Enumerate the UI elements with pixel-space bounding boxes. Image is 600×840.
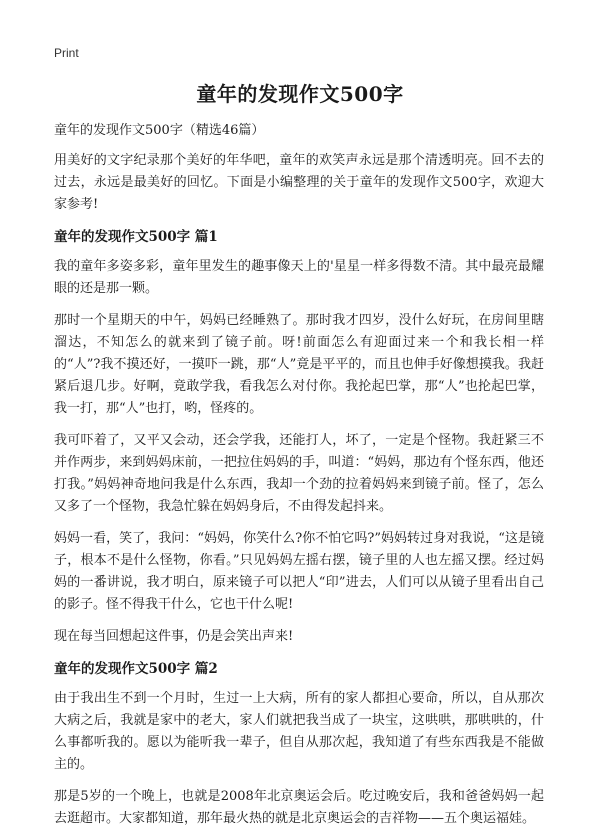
- section2-paragraph: 由于我出生不到一个月时，生过一上大病，所有的家人都担心要命，所以，自从那次大病之后，我就是家中的老大，家人们就把我当成了一块宝，这哄哄，那哄哄的，什么事都听我的。愿以为能听我一辈子，但自从那次起，我知道了有些东西我是不能做主的。: [54, 691, 544, 772]
- section1-paragraph: 那时一个星期天的中午，妈妈已经睡熟了。那时我才四岁，没什么好玩，在房间里瞎溜达，不知怎么的就来到了镜子前。呀!前面怎么有迎面过来一个和我长相一样的“人”?我不摸还好，一摸吓一跳，那“人”竟是平平的，而且也伸手好像想摸我。我赶紧后退几步。好啊，竟敢学我，看我怎么对付你。我抡起巴掌，那“人”也抡起巴掌，我一打，那“人”也打，哟，怪疼的。: [54, 313, 544, 416]
- section2-paragraph: 那是5岁的一个晚上，也就是2008年北京奥运会后。吃过晚安后，我和爸爸妈妈一起去逛超市。大家都知道，那年最火热的就是北京奥运会的吉祥物——五个奥运福娃。: [54, 789, 544, 826]
- section1-paragraph: 我可吓着了，又平又会动，还会学我，还能打人，坏了，一定是个怪物。我赶紧三不并作两步，来到妈妈床前，一把拉住妈妈的手，叫道：“妈妈，那边有个怪东西，他还打我。”妈妈神奇地问我是什么东西，我却一个劲的拉着妈妈来到镜子前。怪了，怎么又多了一个怪物，我急忙躲在妈妈身后，不由得发起抖来。: [54, 433, 544, 514]
- print-link[interactable]: Print: [54, 46, 79, 60]
- article-subtitle: 童年的发现作文500字（精选46篇）: [54, 123, 265, 138]
- section1-paragraph: 妈妈一看，笑了，我问：“妈妈，你笑什么?你不怕它吗?”妈妈转过身对我说，“这是镜子，根本不是什么怪物，你看。”只见妈妈左摇右摆，镜子里的人也左摇又摆。经过妈妈的一番讲说，我才明白，原来镜子可以把人“印”进去，人们可以从镜子里看出自己的影子。怪不得我干什么，它也干什么呢!: [54, 531, 544, 612]
- intro-paragraph: 用美好的文字纪录那个美好的年华吧，童年的欢笑声永远是那个清透明亮。回不去的过去，永远是最美好的回忆。下面是小编整理的关于童年的发现作文500字，欢迎大家参考!: [54, 153, 544, 212]
- article-body: [54, 120, 544, 840]
- section-heading-1: 童年的发现作文500字 篇1: [54, 229, 218, 245]
- section1-paragraph: 现在每当回想起这件事，仍是会笑出声来!: [54, 629, 294, 644]
- section1-paragraph: 我的童年多姿多彩，童年里发生的趣事像天上的'星星一样多得数不清。其中最亮最耀眼的还是那一颗。: [54, 259, 544, 296]
- page-title: 童年的发现作文500字: [196, 82, 404, 106]
- section-heading-2: 童年的发现作文500字 篇2: [54, 661, 218, 677]
